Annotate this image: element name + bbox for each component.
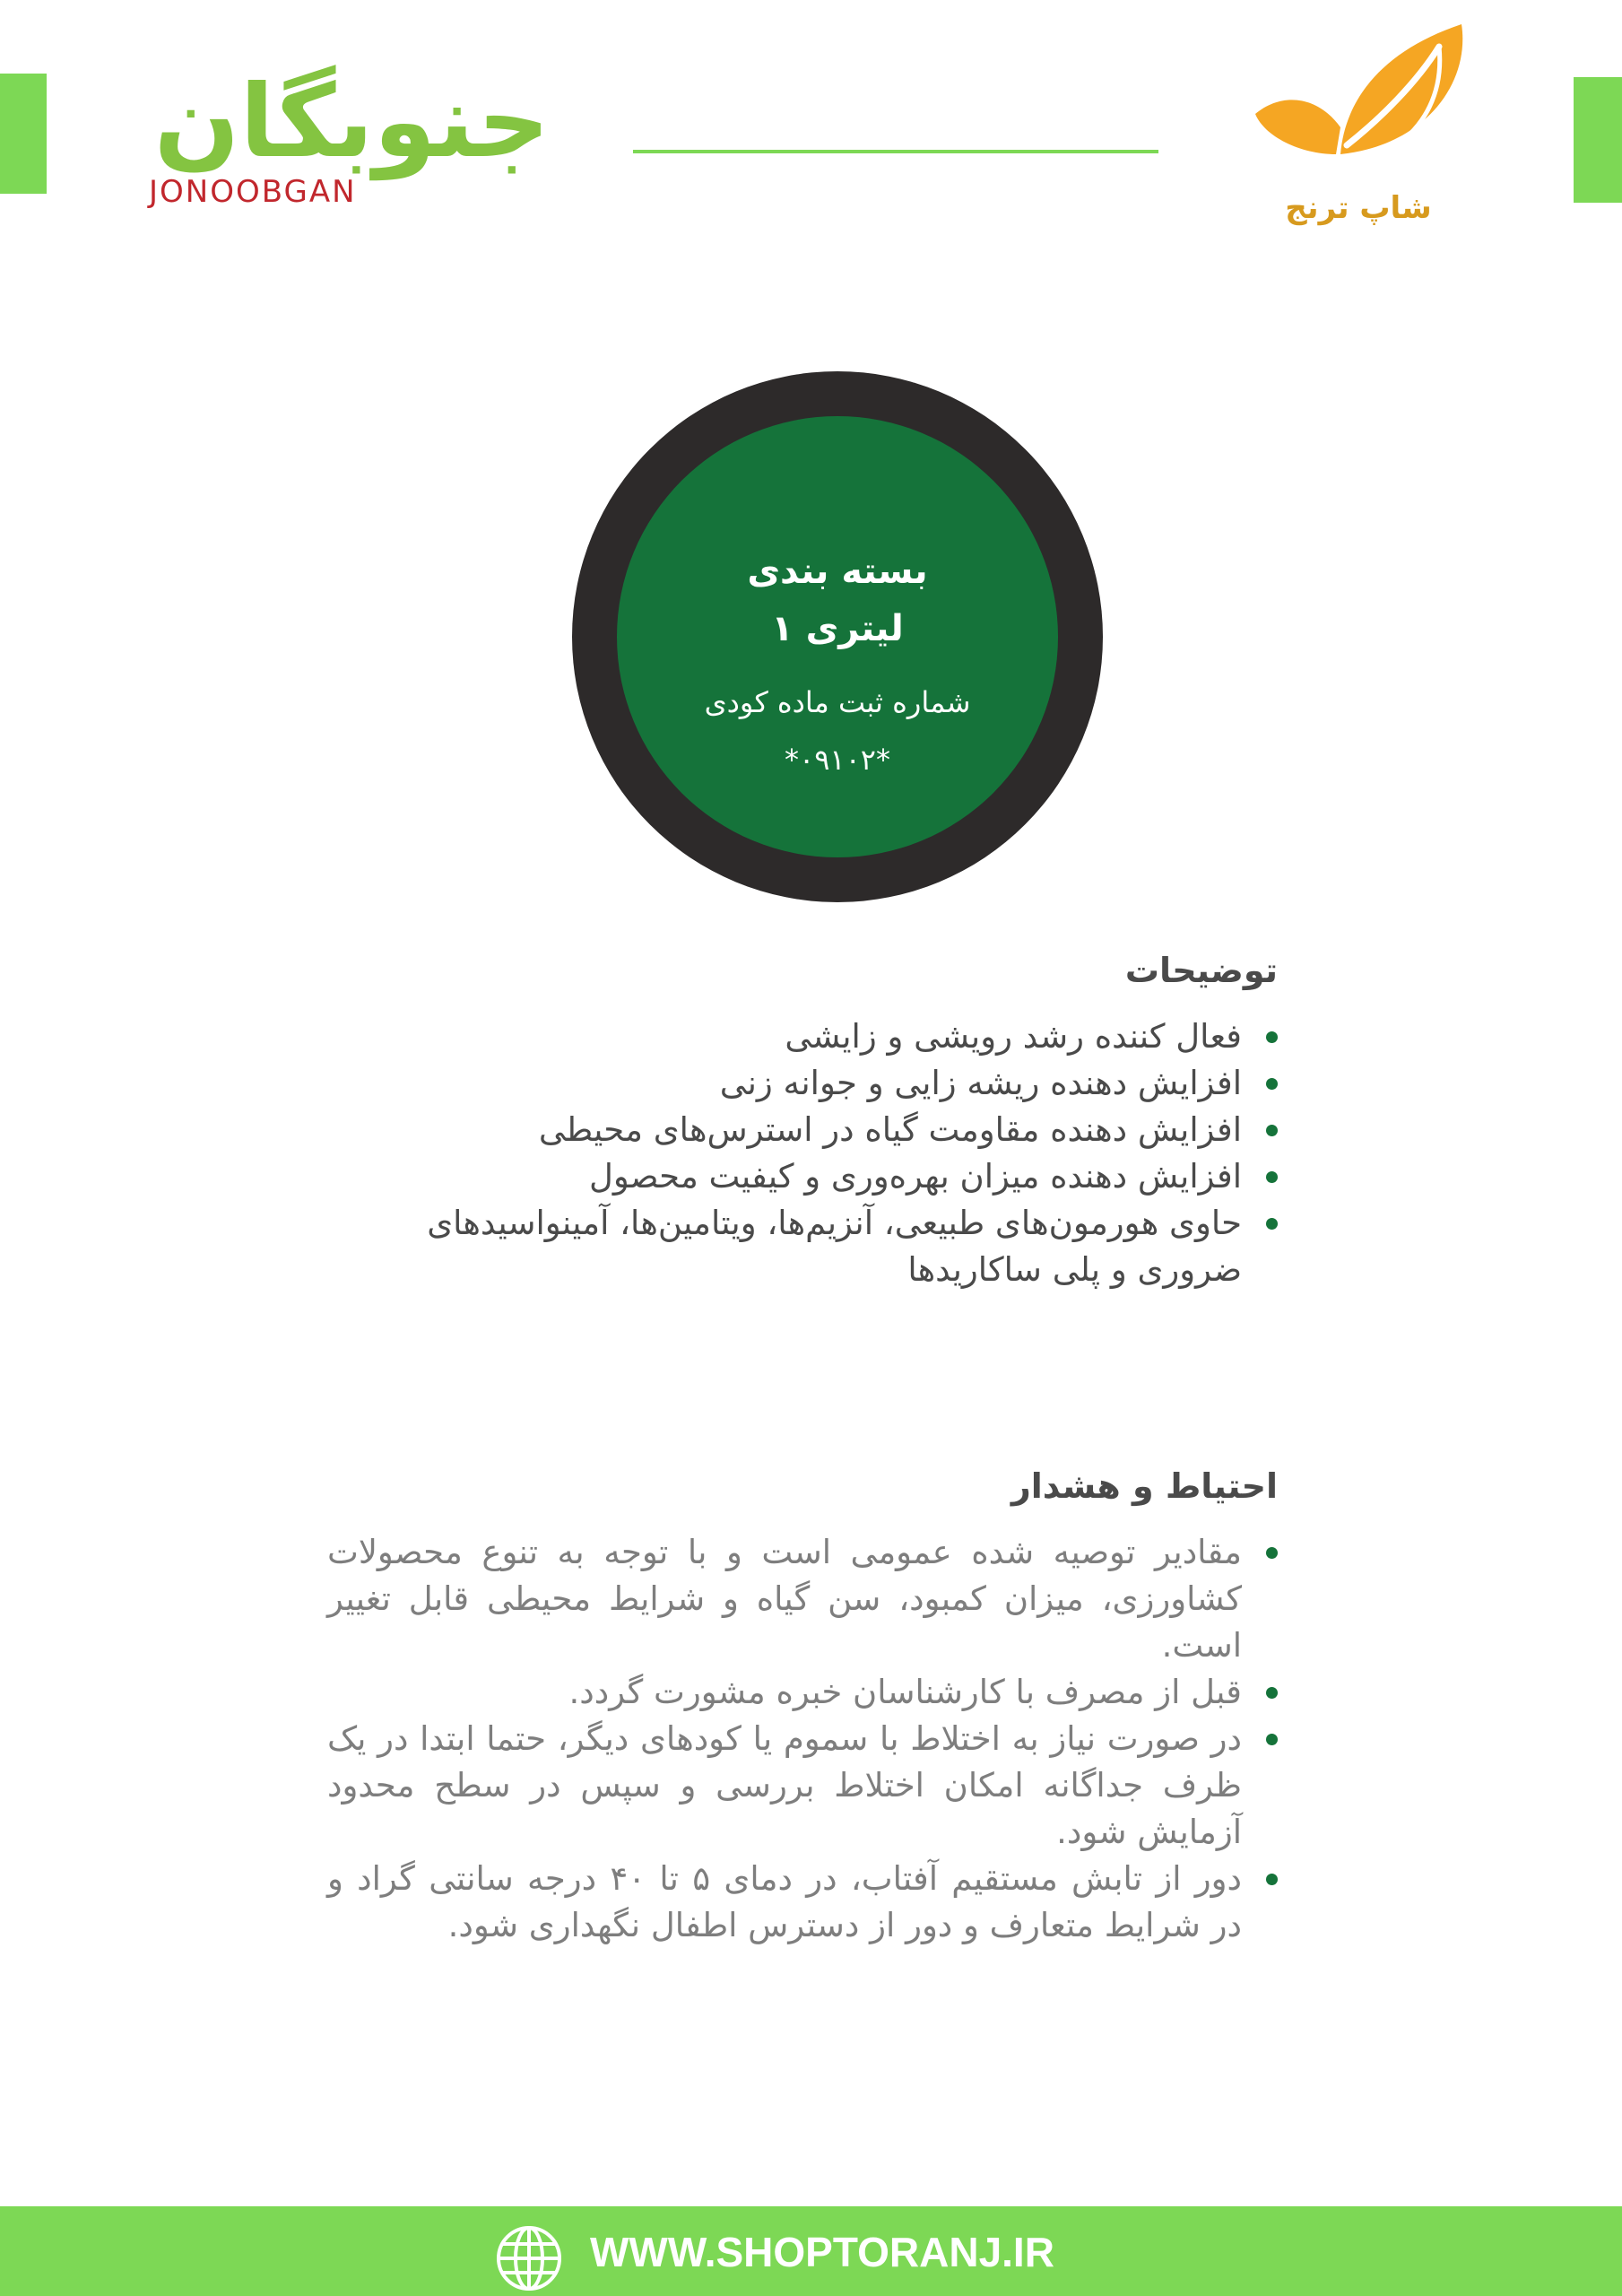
list-item: افزایش دهنده مقاومت گیاه در استرس‌های محیطی — [327, 1107, 1242, 1153]
right-accent-bar — [1574, 77, 1622, 203]
footer-bar — [0, 2206, 1622, 2296]
description-heading: توضیحات — [1124, 951, 1278, 990]
package-badge-inner — [617, 416, 1058, 857]
bullet-icon — [1266, 1218, 1278, 1230]
bullet-icon — [1266, 1687, 1278, 1699]
jonoobgan-logo — [143, 65, 560, 213]
globe-icon — [495, 2224, 563, 2292]
warning-section — [327, 1466, 1278, 1949]
bullet-icon — [1266, 1734, 1278, 1745]
package-title-line1: بسته بندی — [747, 551, 928, 592]
bullet-icon — [1266, 1078, 1278, 1090]
warning-heading: احتیاط و هشدار — [1010, 1466, 1278, 1506]
list-item: حاوی هورمون‌های طبیعی، آنزیم‌ها، ویتامین‌ها، آمینواسیدهای ضروری و پلی ساکاریدها — [381, 1200, 1242, 1293]
jonoobgan-logo-en: JONOOBGAN — [149, 174, 357, 210]
jonoobgan-logo-fa: جنوبگان — [153, 64, 551, 180]
warning-list — [327, 1529, 1278, 1949]
leaf-logo-icon — [1246, 20, 1470, 190]
list-item: در صورت نیاز به اختلاط با سموم یا کودهای دیگر، حتما ابتدا در یک ظرف جداگانه امکان اختلاط بررسی و سپس در سطح محدود آزمایش شود. — [327, 1716, 1242, 1856]
left-accent-bar — [0, 74, 47, 194]
list-item: قبل از مصرف با کارشناسان خبره مشورت گردد. — [327, 1669, 1242, 1716]
shoptoranj-logo — [1246, 20, 1470, 235]
package-badge — [572, 371, 1103, 902]
bullet-icon — [1266, 1547, 1278, 1559]
list-item: افزایش دهنده ریشه زایی و جوانه زنی — [327, 1060, 1242, 1107]
shoptoranj-logo-text: شاپ ترنج — [1285, 190, 1432, 226]
list-item: افزایش دهنده میزان بهره‌وری و کیفیت محصول — [327, 1153, 1242, 1200]
list-item: دور از تابش مستقیم آفتاب، در دمای ۵ تا ۴۰ درجه سانتی گراد و در شرایط متعارف و دور از دسترس اطفال نگهداری شود. — [327, 1856, 1242, 1949]
bullet-icon — [1266, 1125, 1278, 1136]
list-item: مقادیر توصیه شده عمومی است و با توجه به تنوع محصولات کشاورزی، میزان کمبود، سن گیاه و شرایط محیطی قابل تغییر است. — [327, 1529, 1242, 1669]
list-item: فعال کننده رشد رویشی و زایشی — [327, 1013, 1242, 1060]
registration-label: شماره ثبت ماده کودی — [704, 685, 971, 719]
registration-number: *۰۹۱۰۲* — [785, 743, 890, 777]
bullet-icon — [1266, 1874, 1278, 1885]
header-divider — [633, 150, 1158, 153]
description-section — [327, 951, 1278, 1293]
bullet-icon — [1266, 1031, 1278, 1043]
website-link[interactable]: WWW.SHOPTORANJ.IR — [590, 2229, 1054, 2275]
bullet-icon — [1266, 1171, 1278, 1183]
package-title-line2: ۱ لیتری — [771, 608, 904, 649]
description-list — [327, 1013, 1278, 1293]
